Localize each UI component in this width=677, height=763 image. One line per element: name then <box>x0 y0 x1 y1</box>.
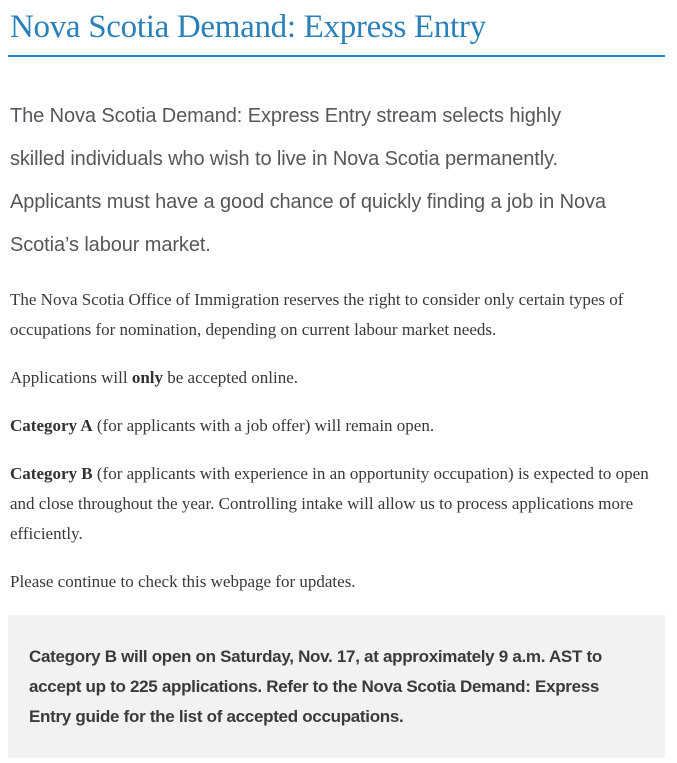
paragraph-text: be accepted online. <box>163 368 299 387</box>
notice-box <box>8 615 665 758</box>
emphasis-only: only <box>131 368 164 387</box>
paragraph-text: Applications will <box>10 368 132 387</box>
paragraph-category-a <box>8 411 662 441</box>
notice-text: Category B will open on Saturday, Nov. 17, at approximately 9 a.m. AST to accept up to 225 applications. Refer to the Nova Scotia Demand: Express Entry guide for the list of accepted occupations. <box>29 647 602 726</box>
paragraph-online-only <box>8 363 662 393</box>
paragraph-category-b <box>8 459 662 549</box>
emphasis-category-a: Category A <box>10 416 93 435</box>
paragraph-occupations: The Nova Scotia Office of Immigration reserves the right to consider only certain types of occupations for nomination, depending on current labour market needs. <box>10 290 624 339</box>
page-title: Nova Scotia Demand: Express Entry <box>8 2 665 57</box>
emphasis-category-b: Category B <box>10 464 93 483</box>
lead-paragraph: The Nova Scotia Demand: Express Entry stream selects highly skilled individuals who wish to live in Nova Scotia permanently. Applicants must have a good chance of quickly finding a job in Nova Scotia’s labour market. <box>10 105 606 256</box>
paragraph-text: (for applicants with experience in an opportunity occupation) is expected to open and close throughout the year. Controlling intake will allow us to process applications more efficiently. <box>10 464 649 543</box>
paragraph-text: (for applicants with a job offer) will remain open. <box>92 416 435 435</box>
paragraph-check-updates: Please continue to check this webpage for updates. <box>10 572 356 591</box>
